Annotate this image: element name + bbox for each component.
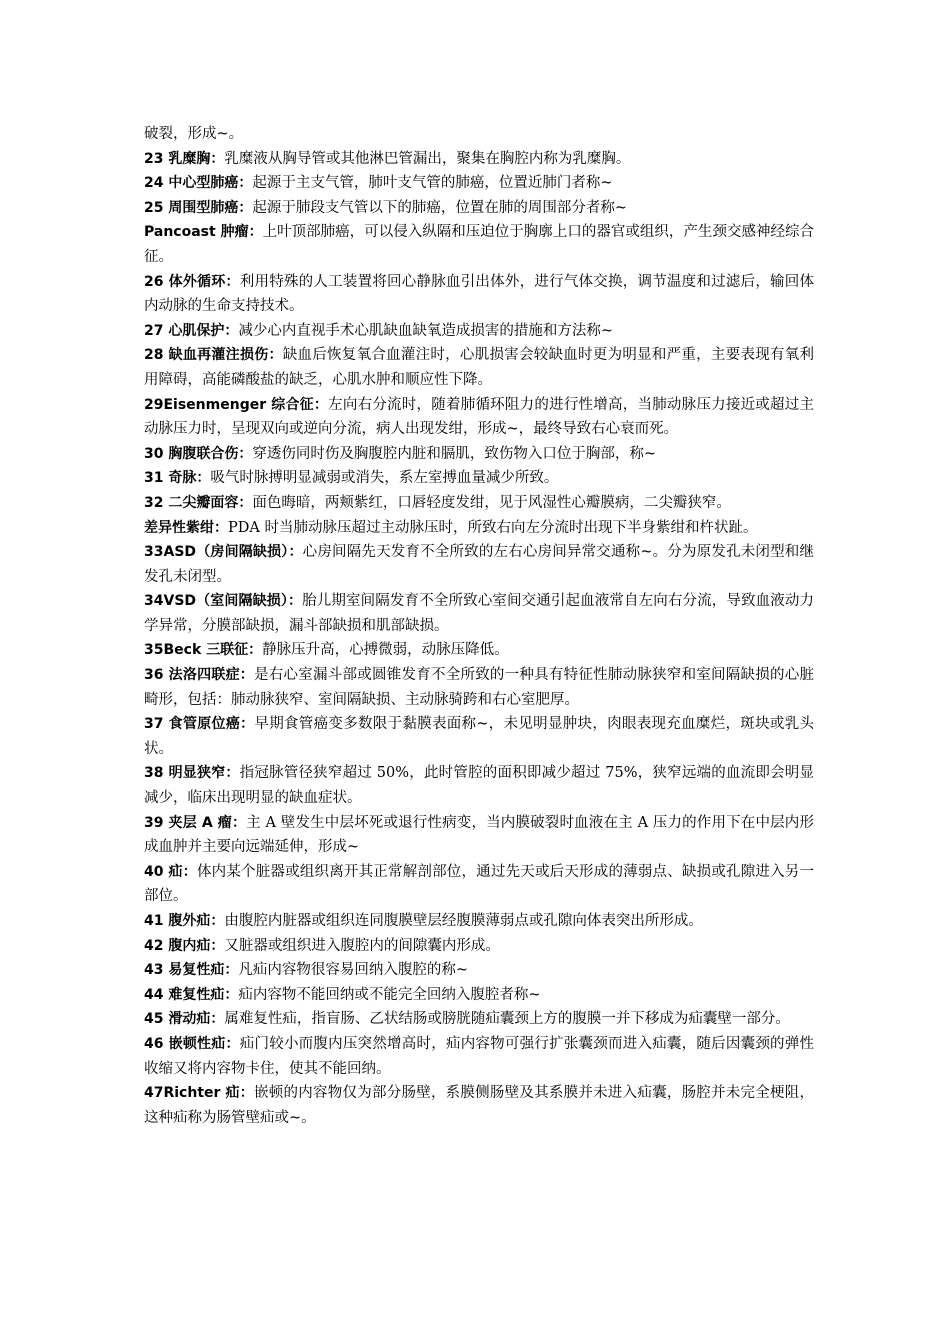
entry-definition: 破裂，形成~。 xyxy=(144,126,244,142)
glossary-entry xyxy=(144,1032,814,1081)
glossary-entry xyxy=(144,1007,814,1032)
entry-term: 33ASD（房间隔缺损）： xyxy=(144,544,303,561)
glossary-entry xyxy=(144,958,814,983)
entry-term: 40 疝： xyxy=(144,863,197,880)
entry-term: 35Beck 三联征： xyxy=(144,642,263,659)
entry-term: 34VSD（室间隔缺损）： xyxy=(144,593,303,610)
entry-definition: 疝门较小而腹内压突然增高时，疝内容物可强行扩张囊颈而进入疝囊，随后因囊颈的弹性收缩又将内容物卡住，使其不能回纳。 xyxy=(144,1035,815,1077)
entry-definition: 体内某个脏器或组织离开其正常解剖部位，通过先天或后天形成的薄弱点、缺损或孔隙进入另一部位。 xyxy=(144,863,815,905)
entry-term: 41 腹外疝： xyxy=(144,913,225,929)
glossary-entry xyxy=(144,934,814,959)
glossary-entry xyxy=(144,909,814,934)
entry-definition: 属难复性疝，指盲肠、乙状结肠或膀胱随疝囊颈上方的腹膜一并下移成为疝囊壁一部分。 xyxy=(224,1011,790,1028)
entry-definition: 胎儿期室间隔发育不全所致心室间交通引起血液常自左向右分流，导致血液动力学异常，分膜部缺损，漏斗部缺损和肌部缺损。 xyxy=(144,593,814,634)
entry-definition: 面色晦暗，两颊紫红，口唇轻度发绀，见于风湿性心瓣膜病，二尖瓣狭窄。 xyxy=(252,494,731,511)
entry-definition: 吸气时脉搏明显减弱或消失，系左室搏血量减少所致。 xyxy=(210,470,559,487)
glossary-entry xyxy=(144,589,814,638)
glossary-entry xyxy=(144,983,814,1008)
entry-term: 46 嵌顿性疝： xyxy=(144,1035,240,1052)
entry-term: 42 腹内疝： xyxy=(144,937,225,954)
entry-definition: 穿透伤同时伤及胸腹腔内脏和膈肌，致伤物入口位于胸部，称~ xyxy=(252,445,657,462)
entry-definition: 左向右分流时，随着肺循环阻力的进行性增高，当肺动脉压力接近或超过主动脉压力时，呈现双向或逆向分流，病人出现发绀，形成~，最终导致右心衰而死。 xyxy=(144,396,815,438)
entry-term: 45 滑动疝： xyxy=(144,1011,225,1028)
entry-term: 32 二尖瓣面容： xyxy=(144,494,253,511)
entry-term: 差异性紫绀： xyxy=(144,519,228,536)
entry-definition: 乳糜液从胸导管或其他淋巴管漏出，聚集在胸腔内称为乳糜胸。 xyxy=(224,150,631,167)
entry-term: 26 体外循环： xyxy=(144,273,240,290)
glossary-entry xyxy=(144,196,814,221)
entry-definition: 利用特殊的人工装置将回心静脉血引出体外，进行气体交换，调节温度和过滤后，输回体内动脉的生命支持技术。 xyxy=(144,273,815,315)
glossary-entry xyxy=(144,319,814,344)
glossary-entry xyxy=(144,761,814,810)
glossary-entry xyxy=(144,343,814,392)
entry-term: 30 胸腹联合伤： xyxy=(144,445,253,462)
entry-definition: 上叶顶部肺癌，可以侵入纵隔和压迫位于胸廓上口的器官或组织，产生颈交感神经综合征。 xyxy=(144,224,815,265)
glossary-entry xyxy=(144,663,814,712)
entry-term: 28 缺血再灌注损伤： xyxy=(144,347,283,364)
entry-term: 39 夹层 A 瘤： xyxy=(144,814,247,831)
entry-definition: 是右心室漏斗部或圆锥发育不全所致的一种具有特征性肺动脉狭窄和室间隔缺损的心脏畸形，包括：肺动脉狭窄、室间隔缺损、主动脉骑跨和右心室肥厚。 xyxy=(144,667,815,708)
glossary-entry xyxy=(144,540,814,589)
entry-definition: 心房间隔先天发育不全所致的左右心房间异常交通称~。分为原发孔未闭型和继发孔未闭型。 xyxy=(144,544,814,585)
glossary-entry xyxy=(144,516,814,541)
entry-definition: 由腹腔内脏器或组织连同腹膜壁层经腹膜薄弱点或孔隙向体表突出所形成。 xyxy=(224,913,703,929)
glossary-entry xyxy=(144,860,814,909)
entry-term: 27 心肌保护： xyxy=(144,322,239,339)
glossary-entry xyxy=(144,466,814,491)
entry-term: 36 法洛四联症： xyxy=(144,667,255,684)
entry-term: 29Eisenmenger 综合征： xyxy=(144,396,329,413)
glossary-entry xyxy=(144,270,814,319)
entry-term: 43 易复性疝： xyxy=(144,962,239,979)
glossary-entry xyxy=(144,811,814,860)
glossary-entry xyxy=(144,712,814,761)
glossary-content xyxy=(144,122,814,1130)
entry-term: 23 乳糜胸： xyxy=(144,150,225,167)
glossary-entry xyxy=(144,491,814,516)
entry-definition: 起源于主支气管，肺叶支气管的肺癌，位置近肺门者称~ xyxy=(252,175,613,192)
entry-definition: 嵌顿的内容物仅为部分肠壁，系膜侧肠壁及其系膜并未进入疝囊，肠腔并未完全梗阻，这种疝称为肠管壁疝或~。 xyxy=(144,1085,815,1126)
glossary-entry xyxy=(144,638,814,663)
glossary-entry xyxy=(144,122,814,147)
entry-definition: 又脏器或组织进入腹腔内的间隙囊内形成。 xyxy=(224,937,500,954)
entry-definition: 缺血后恢复氧合血灌注时，心肌损害会较缺血时更为明显和严重，主要表现有氧利用障碍，高能磷酸盐的缺乏，心肌水肿和顺应性下降。 xyxy=(144,347,815,388)
entry-term: 25 周围型肺癌： xyxy=(144,199,253,216)
entry-definition: 主 A 壁发生中层坏死或退行性病变，当内膜破裂时血液在主 A 压力的作用下在中层内形成血肿并主要向远端延伸，形成~ xyxy=(144,814,814,856)
entry-term: 44 难复性疝： xyxy=(144,986,239,1003)
entry-term: 38 明显狭窄： xyxy=(144,765,240,782)
glossary-entry xyxy=(144,393,814,442)
entry-definition: 疝内容物不能回纳或不能完全回纳入腹腔者称~ xyxy=(238,986,541,1003)
entry-definition: 起源于肺段支气管以下的肺癌，位置在肺的周围部分者称~ xyxy=(252,199,628,216)
entry-definition: 早期食管癌变多数限于黏膜表面称~，未见明显肿块，肉眼表现充血糜烂，斑块或乳头状。 xyxy=(144,716,814,757)
entry-definition: PDA 时当肺动脉压超过主动脉压时，所致右向左分流时出现下半身紫绀和杵状趾。 xyxy=(228,519,758,536)
entry-term: Pancoast 肿瘤： xyxy=(144,224,263,241)
entry-term: 24 中心型肺癌： xyxy=(144,175,253,192)
glossary-entry xyxy=(144,442,814,467)
entry-definition: 减少心内直视手术心肌缺血缺氧造成损害的措施和方法称~ xyxy=(238,322,614,339)
glossary-entry xyxy=(144,147,814,172)
entry-term: 47Richter 疝： xyxy=(144,1085,255,1102)
entry-term: 31 奇脉： xyxy=(144,470,211,487)
entry-term: 37 食管原位癌： xyxy=(144,716,255,733)
entry-definition: 凡疝内容物很容易回纳入腹腔的称~ xyxy=(238,962,469,979)
glossary-entry xyxy=(144,220,814,269)
glossary-entry xyxy=(144,171,814,196)
entry-definition: 指冠脉管径狭窄超过 50%，此时管腔的面积即减少超过 75%，狭窄远端的血流即会明显减少，临床出现明显的缺血症状。 xyxy=(144,765,814,807)
glossary-entry xyxy=(144,1081,814,1130)
entry-definition: 静脉压升高，心搏微弱，动脉压降低。 xyxy=(262,642,509,659)
